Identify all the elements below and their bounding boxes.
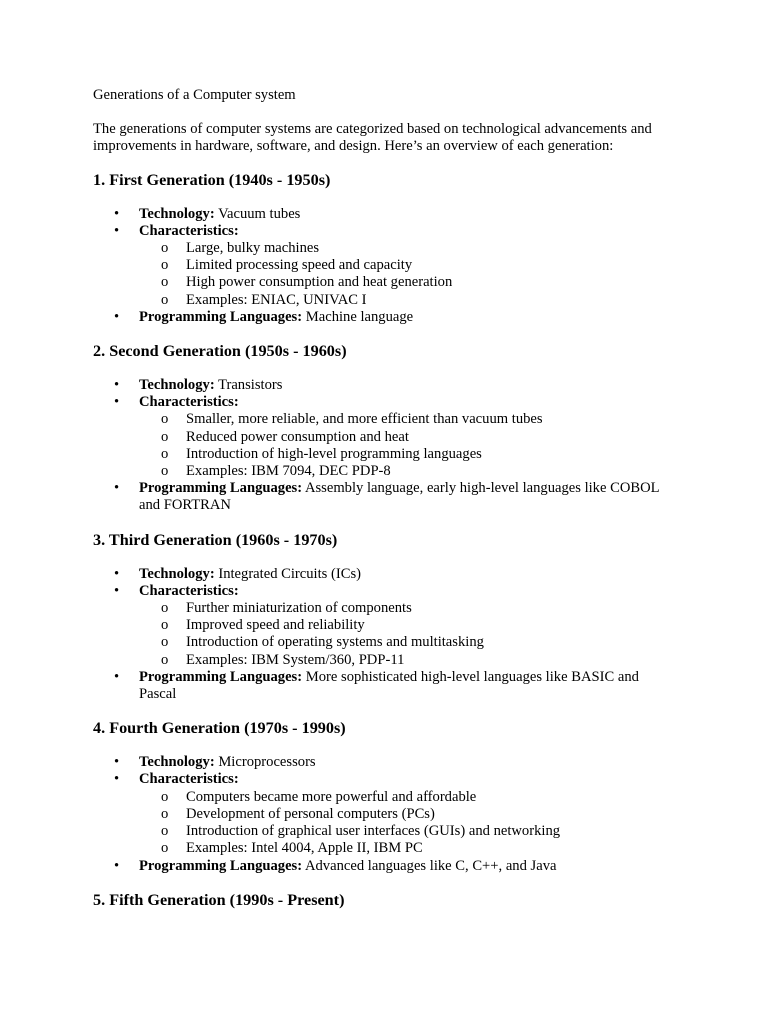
- list-item: o Computers became more powerful and affordable: [93, 789, 675, 806]
- intro-paragraph: The generations of computer systems are categorized based on technological advancements and improvements in hardware, software, and design. Here’s an overview of each generation:: [93, 121, 652, 155]
- list-item: o Reduced power consumption and heat: [93, 429, 675, 446]
- technology-item: [93, 377, 675, 394]
- generation-heading: 2. Second Generation (1950s - 1960s): [93, 342, 347, 361]
- languages-item: [93, 669, 675, 703]
- languages-label: Programming Languages:: [139, 480, 303, 497]
- technology-label: Technology:: [139, 565, 215, 582]
- list-item: o Introduction of graphical user interfaces (GUIs) and networking: [93, 823, 675, 840]
- technology-item: [93, 566, 675, 583]
- languages-label: Programming Languages:: [139, 668, 303, 685]
- generation-heading: 3. Third Generation (1960s - 1970s): [93, 530, 338, 549]
- technology-item: [93, 754, 675, 771]
- list-item: o Examples: IBM System/360, PDP-11: [93, 652, 675, 669]
- technology-value: Microprocessors: [214, 754, 316, 771]
- generation-section-4: [93, 718, 675, 874]
- languages-label: Programming Languages:: [139, 857, 303, 874]
- generation-section-3: [93, 530, 675, 704]
- technology-item: [93, 206, 675, 223]
- characteristics-list: [139, 411, 675, 480]
- characteristics-item: [93, 394, 675, 480]
- generation-list: [93, 377, 675, 515]
- generation-list: [93, 566, 675, 704]
- characteristics-item: [93, 771, 675, 857]
- generation-section-1: [93, 170, 675, 326]
- technology-label: Technology:: [139, 754, 215, 771]
- characteristics-label: Characteristics:: [139, 394, 239, 411]
- languages-item: [93, 858, 675, 875]
- technology-value: Vacuum tubes: [214, 205, 301, 222]
- list-item: o Further miniaturization of components: [93, 600, 675, 617]
- generation-heading: 5. Fifth Generation (1990s - Present): [93, 890, 345, 909]
- generation-list: [93, 206, 675, 326]
- document-title: Generations of a Computer system: [93, 87, 296, 103]
- technology-label: Technology:: [139, 205, 215, 222]
- list-item: o Examples: IBM 7094, DEC PDP-8: [93, 463, 675, 480]
- list-item: o Examples: Intel 4004, Apple II, IBM PC: [93, 840, 675, 857]
- technology-value: Transistors: [214, 377, 283, 394]
- list-item: o High power consumption and heat generation: [93, 274, 675, 291]
- languages-item: [93, 480, 675, 514]
- languages-value: Advanced languages like C, C++, and Java: [302, 857, 557, 874]
- generation-heading: 4. Fourth Generation (1970s - 1990s): [93, 719, 346, 738]
- list-item: o Limited processing speed and capacity: [93, 257, 675, 274]
- list-item: o Improved speed and reliability: [93, 617, 675, 634]
- characteristics-list: [139, 600, 675, 669]
- languages-value: More sophisticated high-level languages like BASIC and Pascal: [139, 668, 639, 703]
- list-item: o Development of personal computers (PCs): [93, 806, 675, 823]
- list-item: o Introduction of high-level programming languages: [93, 446, 675, 463]
- characteristics-list: [139, 240, 675, 309]
- characteristics-label: Characteristics:: [139, 582, 239, 599]
- languages-value: Assembly language, early high-level languages like COBOL and FORTRAN: [139, 480, 660, 514]
- list-item: o Large, bulky machines: [93, 240, 675, 257]
- list-item: o Examples: ENIAC, UNIVAC I: [93, 292, 675, 309]
- characteristics-list: [139, 789, 675, 858]
- generation-section-5: [93, 890, 675, 910]
- characteristics-label: Characteristics:: [139, 222, 239, 239]
- technology-label: Technology:: [139, 377, 215, 394]
- characteristics-item: [93, 223, 675, 309]
- characteristics-label: Characteristics:: [139, 771, 239, 788]
- generation-heading: 1. First Generation (1940s - 1950s): [93, 170, 331, 189]
- characteristics-item: [93, 583, 675, 669]
- list-item: o Smaller, more reliable, and more efficient than vacuum tubes: [93, 411, 675, 428]
- languages-item: [93, 309, 675, 326]
- generation-section-2: [93, 341, 675, 515]
- technology-value: Integrated Circuits (ICs): [214, 565, 361, 582]
- generation-list: [93, 754, 675, 874]
- languages-value: Machine language: [302, 308, 414, 325]
- list-item: o Introduction of operating systems and multitasking: [93, 634, 675, 651]
- languages-label: Programming Languages:: [139, 308, 303, 325]
